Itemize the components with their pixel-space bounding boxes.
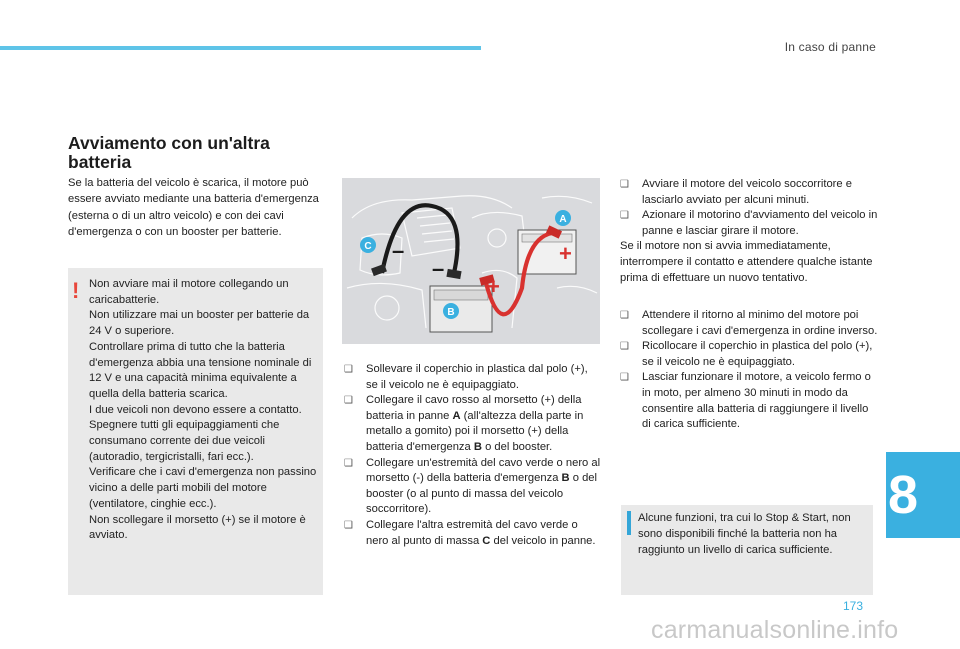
page-title: Avviamento con un'altra batteria	[68, 133, 270, 172]
list-item: ❑ Sollevare il coperchio in plastica dal polo (+), se il veicolo ne è equipaggiato.	[344, 363, 588, 391]
bullet-icon: ❑	[620, 341, 629, 353]
warning-line: Non avviare mai il motore collegando un caricabatterie.	[89, 278, 289, 306]
warning-text	[89, 277, 321, 544]
info-text: Alcune funzioni, tra cui lo Stop & Start, non sono disponibili finché la batteria non ha raggiunto un livello di carica sufficiente.	[638, 512, 851, 556]
list-item: ❑ Collegare il cavo rosso al morsetto (+) della batteria in panne A (all'altezza della parte in metallo a gomito) poi il morsetto (+) della batteria d'emergenza B o del booster.	[344, 394, 584, 453]
plus-sign: +	[559, 241, 572, 266]
jump-start-illustration	[342, 178, 600, 344]
list-item: ❑ Azionare il motorino d'avviamento del veicolo in panne e lasciar girare il motore.	[620, 209, 878, 237]
callout-b	[443, 303, 459, 319]
callout-c-label: C	[364, 241, 372, 252]
list-item: ❑ Attendere il ritorno al minimo del motore poi scollegare i cavi d'emergenza in ordine inverso.	[620, 309, 878, 337]
bullet-icon: ❑	[344, 457, 353, 469]
minus-sign: –	[432, 256, 445, 281]
watermark: carmanualsonline.info	[651, 616, 899, 644]
warning-line: Non scollegare il morsetto (+) se il motore è avviato.	[89, 513, 306, 542]
plus-sign: +	[487, 274, 500, 299]
engine-bay-drawing	[342, 178, 600, 344]
retry-note: Se il motore non si avvia immediatamente, interrompere il contatto e attendere qualche istante prima di effettuare un nuovo tentativo.	[620, 240, 873, 284]
bullet-icon: ❑	[344, 364, 353, 375]
section-title: In caso di panne	[784, 40, 876, 54]
bullet-icon: ❑	[620, 179, 629, 190]
page-number: 173	[843, 599, 864, 613]
callout-b-label: B	[447, 307, 455, 318]
disconnect-steps	[620, 308, 878, 433]
warning-line: Verificare che i cavi d'emergenza non passino vicino a delle parti mobili del motore (ventilatore, cinghie ecc.).	[89, 466, 317, 510]
battery-b	[430, 286, 492, 332]
bullet-icon: ❑	[344, 395, 353, 407]
bullet-icon: ❑	[620, 310, 629, 321]
bullet-icon: ❑	[620, 372, 629, 384]
minus-sign: –	[392, 238, 405, 263]
list-item: ❑ Avviare il motore del veicolo soccorritore e lasciarlo avviato per alcuni minuti.	[620, 178, 852, 206]
list-item: ❑ Collegare l'altra estremità del cavo verde o nero al punto di massa C del veicolo in panne.	[344, 518, 596, 547]
list-item: ❑ Lasciar funzionare il motore, a veicolo fermo o in moto, per almeno 30 minuti in modo da consentire alla batteria di raggiungere il livello di carica sufficiente.	[620, 371, 871, 431]
callout-a-label: A	[559, 214, 567, 225]
warning-line: Spegnere tutti gli equipaggiamenti che consumano corrente dei due veicoli (autoradio, tergicristalli, fari ecc.).	[89, 419, 280, 463]
warning-exclamation-icon: !	[72, 278, 80, 303]
connection-steps	[344, 362, 602, 549]
bullet-icon: ❑	[620, 210, 629, 222]
header-accent-bar	[0, 46, 481, 50]
callout-a	[555, 210, 571, 226]
warning-line: Non utilizzare mai un booster per batterie da 24 V o superiore.	[89, 309, 310, 338]
list-item: ❑ Collegare un'estremità del cavo verde o nero al morsetto (-) della batteria d'emergenza B o del booster (o al punto di massa del veicolo soccorritore).	[344, 456, 601, 516]
info-icon	[627, 512, 631, 535]
list-item: ❑ Ricollocare il coperchio in plastica del polo (+), se il veicolo ne è equipaggiato.	[620, 340, 873, 368]
start-steps	[620, 177, 878, 286]
warning-line: I due veicoli non devono essere a contatto.	[89, 403, 302, 416]
callout-c	[360, 237, 376, 253]
intro-paragraph: Se la batteria del veicolo è scarica, il motore può essere avviato mediante una batteria d'emergenza (esterna o di un altro veicolo) e con dei cavi d'emergenza o con un booster per batterie.	[68, 177, 319, 238]
warning-line: Controllare prima di tutto che la batteria d'emergenza abbia una tensione nominale di 12 V e una capacità minima equivalente a quella della batteria scarica.	[89, 340, 312, 400]
chapter-number: 8	[888, 465, 919, 525]
bullet-icon: ❑	[344, 519, 353, 531]
